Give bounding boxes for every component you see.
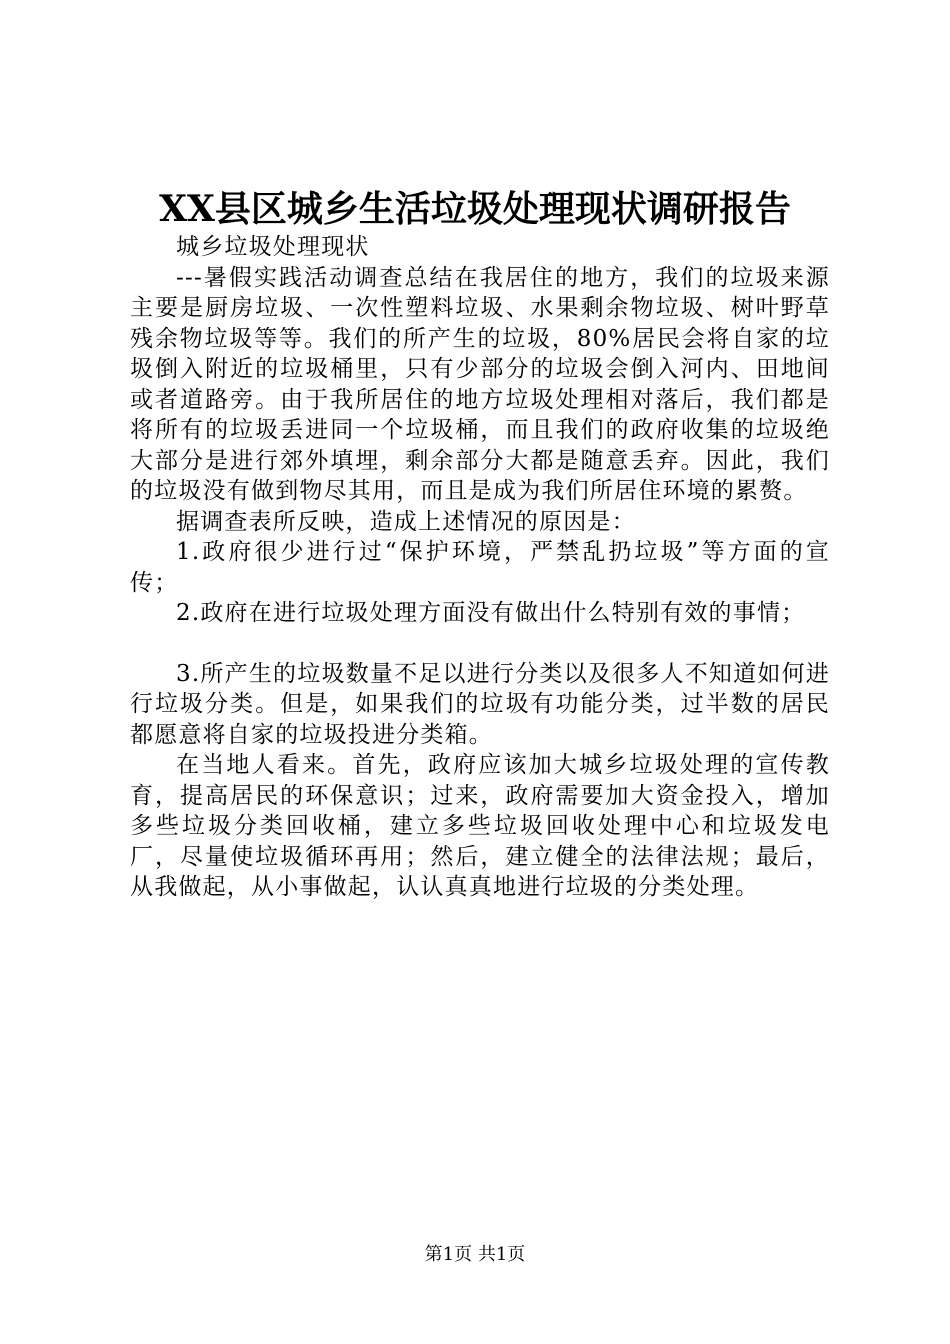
paragraph-survey-summary: ---暑假实践活动调查总结在我居住的地方，我们的垃圾来源主要是厨房垃圾、一次性塑料垃圾、水果剩余物垃圾、树叶野草残余物垃圾等等。我们的所产生的垃圾，80%居民会将自家的垃圾倒入附近的垃圾桶里，只有少部分的垃圾会倒入河内、田地间或者道路旁。由于我所居住的地方垃圾处理相对落后，我们都是将所有的垃圾丢进同一个垃圾桶，而且我们的政府收集的垃圾绝大部分是进行郊外填埋，剩余部分大都是随意丢弃。因此，我们的垃圾没有做到物尽其用，而且是成为我们所居住环境的累赘。 <box>130 264 830 504</box>
paragraph-reason-3: 3.所产生的垃圾数量不足以进行分类以及很多人不知道如何进行垃圾分类。但是，如果我们的垃圾有功能分类，过半数的居民都愿意将自家的垃圾投进分类箱。 <box>130 660 830 748</box>
document-body <box>130 232 830 903</box>
document-title: XX县区城乡生活垃圾处理现状调研报告 <box>159 188 791 230</box>
page-number-footer: 第1页 共1页 <box>424 1244 526 1265</box>
paragraph-reason-2: 2.政府在进行垃圾处理方面没有做出什么特别有效的事情； <box>176 600 806 626</box>
paragraph-suggestions: 在当地人看来。首先，政府应该加大城乡垃圾处理的宣传教育，提高居民的环保意识；过来，政府需要加大资金投入，增加多些垃圾分类回收桶，建立多些垃圾回收处理中心和垃圾发电厂，尽量使垃圾循环再用；然后，建立健全的法律法规；最后，从我做起，从小事做起，认认真真地进行垃圾的分类处理。 <box>130 752 830 900</box>
paragraph-subtitle: 城乡垃圾处理现状 <box>176 234 370 260</box>
paragraph-reason-1: 1.政府很少进行过“保护环境，严禁乱扔垃圾”等方面的宣传； <box>130 539 830 596</box>
paragraph-reasons-intro: 据调查表所反映，造成上述情况的原因是： <box>176 508 636 535</box>
